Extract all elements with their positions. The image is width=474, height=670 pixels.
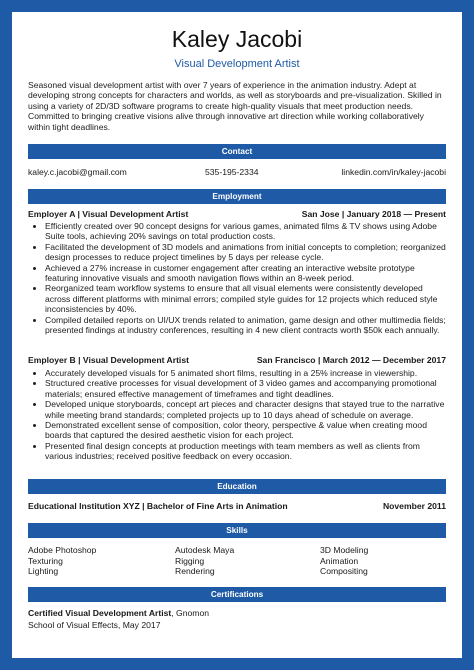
summary: Seasoned visual development artist with over 7 years of experience in the animation industry. Adept at developing strong concepts for characters and worlds, as well as storyboards and pre-visualization. Skilled in using a variety of 2D/3D software programs to create high-quality visuals that meet production needs. Committed to bringing creative visions alive through innovative art direction while working collaboratively within tight deadlines. (28, 80, 442, 132)
bullet-item: • Facilitated the development of 3D models and animations from initial concepts to completion; reorganized design processes to reduce project timelines by 5 days per release cycle. (45, 242, 446, 263)
bullet-item: • Accurately developed visuals for 5 animated short films, resulting in a 25% increase in viewership. (45, 368, 446, 378)
skills-column (28, 545, 96, 577)
bullet-item: • Achieved a 27% increase in customer engagement after creating an interactive website prototype featuring innovative visuals and smooth navigation flows within an 8-week period. (45, 263, 446, 284)
email: kaley.c.jacobi@gmail.com (28, 167, 127, 177)
skill-item: Texturing (28, 555, 63, 566)
skill-item: Rendering (175, 566, 215, 576)
skill-item: Animation (320, 555, 359, 566)
bullet-item: • Efficiently created over 90 concept designs for various games, animated films & TV shows using Adobe Suite tools, achieving 20% savings on total production costs. (45, 221, 446, 242)
skills-column (175, 545, 234, 577)
education-header: Education (28, 479, 446, 494)
linkedin: linkedin.com/in/kaley-jacobi (341, 167, 446, 177)
skill-item: Rigging (175, 555, 205, 566)
bullet-item: • Demonstrated excellent sense of composition, color theory, perspective & value when creating mood boards that captured the desired aesthetic vision for each project. (45, 420, 446, 441)
certification-issuer: , Gnomon (171, 608, 210, 618)
certification-school: School of Visual Effects, May 2017 (28, 620, 161, 630)
skill-item: Adobe Photoshop (28, 545, 97, 555)
job-employer: Employer A | Visual Development Artist (28, 209, 189, 219)
bullet-item: • Reorganized team workflow systems to ensure that all visual elements were consistently developed across different platforms with minimal errors; compiled style guides for 12 projects which reduced style inconsistencies by 40%. (45, 283, 446, 314)
certification-name-row (28, 608, 446, 619)
education-row (28, 501, 446, 512)
job-header (28, 355, 446, 366)
job-header (28, 209, 446, 220)
skills-grid (28, 545, 446, 579)
education-degree: Educational Institution XYZ | Bachelor of Fine Arts in Animation (28, 501, 288, 511)
skills-header: Skills (28, 523, 446, 538)
phone: 535-195-2334 (205, 167, 259, 177)
job-location-dates: San Jose | January 2018 — Present (301, 209, 446, 219)
bullet-item: • Compiled detailed reports on UI/UX trends related to animation, game design and other multimedia fields; presented findings at industry conferences, resulting in 4 new client contracts worth $50k each annually. (45, 315, 446, 336)
job-employer: Employer B | Visual Development Artist (28, 355, 189, 365)
skills-column (320, 545, 368, 577)
bullet-item: • Developed unique storyboards, concept art pieces and character designs that stayed true to the narrative while meeting brand standards; completed projects up to 10 days ahead of schedule on average. (45, 399, 446, 420)
candidate-title: Visual Development Artist (174, 58, 300, 70)
resume-page (12, 12, 462, 658)
job-bullets (28, 221, 446, 335)
skill-item: Lighting (28, 566, 59, 576)
certifications-header: Certifications (28, 587, 446, 602)
certification-name: Certified Visual Development Artist (28, 608, 172, 618)
contact-header: Contact (28, 144, 446, 159)
job-bullets (28, 368, 446, 462)
bullet-item: • Presented final design concepts at production meetings with team members as well as clients from various industries; received positive feedback on every occasion. (45, 441, 446, 462)
skill-item: Autodesk Maya (175, 545, 235, 555)
education-date: November 2011 (382, 501, 446, 511)
employment-header: Employment (28, 189, 446, 204)
contact-row (28, 167, 446, 178)
job-location-dates: San Francisco | March 2012 — December 2017 (256, 355, 446, 365)
bullet-item: • Structured creative processes for visual development of 3 video games and accompanying promotional materials; ensured effective management of timeframes and tight deadlines. (45, 378, 446, 399)
skill-item: 3D Modeling (320, 545, 369, 555)
candidate-name: Kaley Jacobi (171, 26, 303, 52)
skill-item: Compositing (320, 566, 368, 576)
